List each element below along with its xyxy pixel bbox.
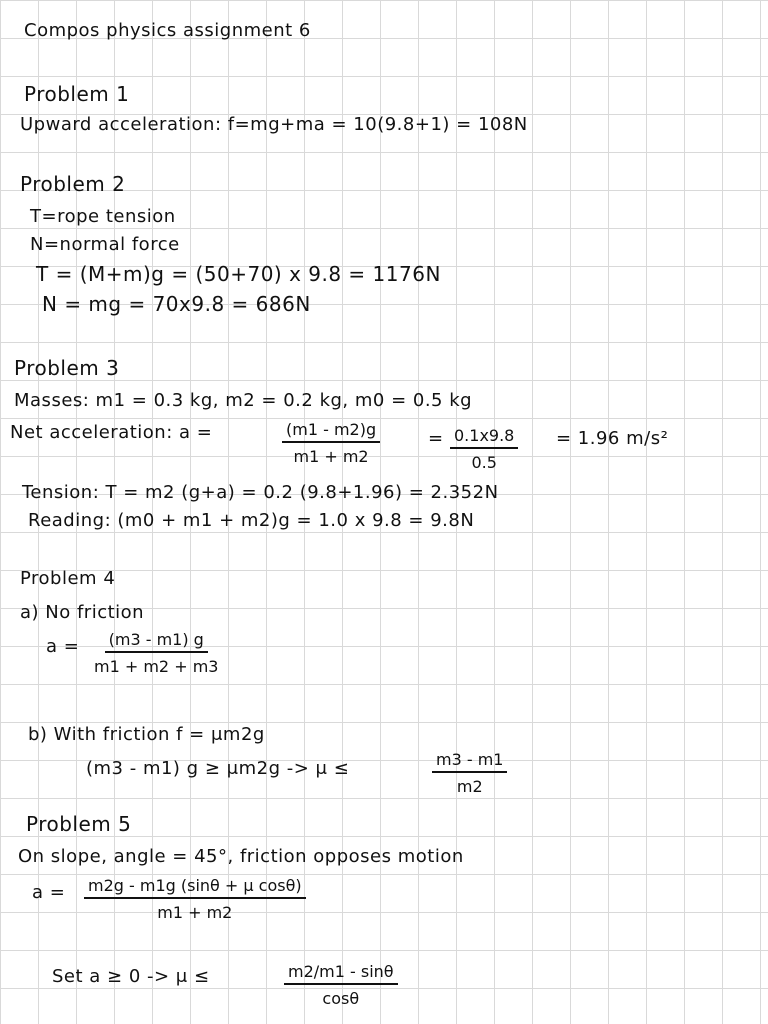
problem-2-line-2: N=normal force — [30, 234, 180, 255]
problem-3-reading: Reading: (m0 + m1 + m2)g = 1.0 x 9.8 = 9.8N — [28, 510, 475, 531]
fraction-numerator: m2/m1 - sinθ — [284, 962, 398, 985]
problem-4-part-a-label: a) No friction — [20, 602, 145, 623]
problem-4-part-b-label: b) With friction f = μm2g — [28, 724, 265, 745]
problem-2-heading: Problem 2 — [20, 172, 126, 196]
problem-2-line-3: T = (M+m)g = (50+70) x 9.8 = 1176N — [36, 262, 441, 286]
problem-5-set-fraction — [284, 962, 398, 1008]
problem-4-part-b-eq: (m3 - m1) g ≥ μm2g -> μ ≤ — [86, 758, 350, 779]
fraction-denominator: m1 + m2 — [157, 903, 233, 922]
problem-3-equals: = — [428, 428, 444, 449]
fraction-denominator: m1 + m2 — [293, 447, 369, 466]
fraction-denominator: 0.5 — [471, 453, 497, 472]
fraction-numerator: m2g - m1g (sinθ + μ cosθ) — [84, 876, 306, 899]
problem-5-line-1: On slope, angle = 45°, friction opposes motion — [18, 846, 464, 867]
fraction-numerator: 0.1x9.8 — [450, 426, 518, 449]
problem-2-line-4: N = mg = 70x9.8 = 686N — [42, 292, 311, 316]
problem-5-a-eq: a = — [32, 882, 66, 903]
problem-4-part-a-eq: a = — [46, 636, 80, 657]
problem-4-part-b-fraction — [432, 750, 507, 796]
fraction-denominator: m1 + m2 + m3 — [94, 657, 219, 676]
fraction-numerator: (m1 - m2)g — [282, 420, 380, 443]
problem-3-accel-fraction — [282, 420, 380, 466]
problem-3-accel-label: Net acceleration: a = — [10, 422, 213, 443]
problem-5-set-eq: Set a ≥ 0 -> μ ≤ — [52, 966, 210, 987]
problem-2-line-1: T=rope tension — [30, 206, 176, 227]
problem-1-line: Upward acceleration: f=mg+ma = 10(9.8+1) = 108N — [20, 114, 528, 135]
problem-3-heading: Problem 3 — [14, 356, 120, 380]
problem-1-heading: Problem 1 — [24, 82, 130, 106]
fraction-denominator: m2 — [456, 777, 483, 796]
page-title: Compos physics assignment 6 — [24, 20, 311, 41]
problem-4-part-a-fraction — [94, 630, 218, 676]
problem-5-a-fraction — [84, 876, 306, 922]
problem-3-accel-value-fraction — [450, 426, 518, 472]
problem-3-accel-result: = 1.96 m/s² — [556, 428, 669, 449]
problem-3-tension: Tension: T = m2 (g+a) = 0.2 (9.8+1.96) = 2.352N — [22, 482, 499, 503]
problem-3-masses: Masses: m1 = 0.3 kg, m2 = 0.2 kg, m0 = 0.5 kg — [14, 390, 473, 411]
problem-5-heading: Problem 5 — [26, 812, 132, 836]
fraction-numerator: (m3 - m1) g — [105, 630, 208, 653]
fraction-numerator: m3 - m1 — [432, 750, 507, 773]
fraction-denominator: cosθ — [322, 989, 360, 1008]
problem-4-heading: Problem 4 — [20, 568, 116, 589]
